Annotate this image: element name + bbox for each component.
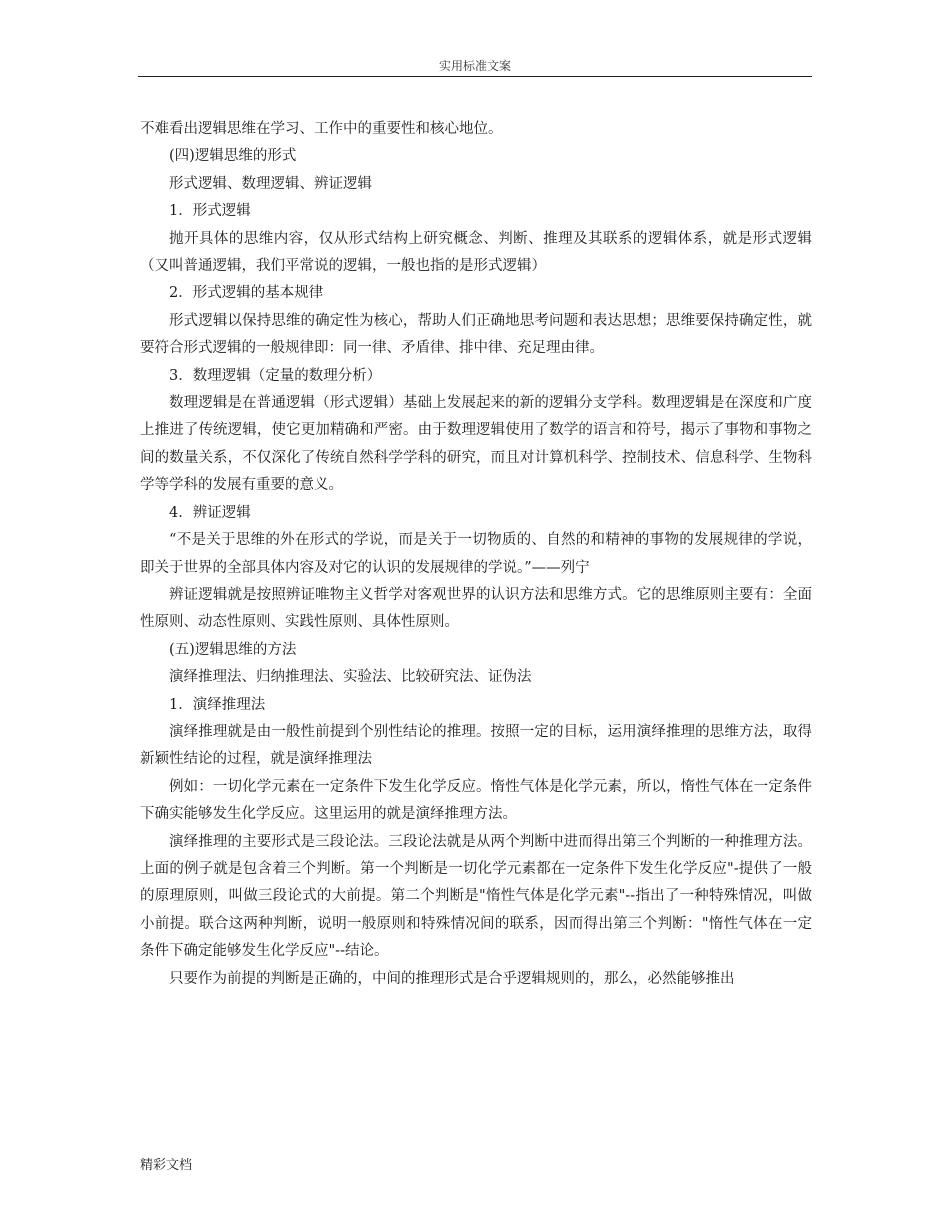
footer-label: 精彩文档 [140,1158,193,1173]
paragraph: 例如：一切化学元素在一定条件下发生化学反应。惰性气体是化学元素，所以，惰性气体在一定条件下确实能够发生化学反应。这里运用的就是演绎推理方法。 [140,778,812,823]
quote-paragraph: “不是关于思维的外在形式的学说，而是关于一切物质的、自然的和精神的事物的发展规律的学说，即关于世界的全部具体内容及对它的认识的发展规律的学说。”——列宁 [140,532,812,576]
paragraph: 演绎推理就是由一般性前提到个别性结论的推理。按照一定的目标，运用演绎推理的思维方法，取得新颖性结论的过程，就是演绎推理法 [140,723,812,768]
page-footer [140,1157,192,1175]
header-title: 实用标准文案 [438,59,511,73]
subsection-heading: 1．演绎推理法 [169,696,266,713]
paragraph: 形式逻辑、数理逻辑、辨证逻辑 [169,175,372,192]
subsection-heading: 2．形式逻辑的基本规律 [169,285,324,302]
paragraph: 不难看出逻辑思维在学习、工作中的重要性和核心地位。 [140,121,503,137]
subsection-heading: 3．数理逻辑（定量的数理分析） [169,367,382,384]
paragraph: 演绎推理法、归纳推理法、实验法、比较研究法、证伪法 [169,669,532,686]
paragraph: 数理逻辑是在普通逻辑（形式逻辑）基础上发展起来的新的逻辑分支学科。数理逻辑是在深度和广度上推进了传统逻辑，使它更加精确和严密。由于数理逻辑使用了数学的语言和符号，揭示了事物和事物之间的数量关系，不仅深化了传统自然科学学科的研究，而且对计算机科学、控制技术、信息科学、生物科学等学科的发展有重要的意义。 [140,395,812,494]
subsection-heading: 1．形式逻辑 [169,203,251,220]
section-heading: (四)逻辑思维的形式 [169,148,297,165]
section-heading: (五)逻辑思维的方法 [169,641,297,658]
page-header [138,56,812,77]
paragraph: 只要作为前提的判断是正确的，中间的推理形式是合乎逻辑规则的，那么，必然能够推出 [169,970,735,987]
paragraph: 形式逻辑以保持思维的确定性为核心，帮助人们正确地思考问题和表达思想；思维要保持确定性，就要符合形式逻辑的一般规律即：同一律、矛盾律、排中律、充足理由律。 [140,312,812,357]
document-body [140,116,812,993]
paragraph: 抛开具体的思维内容，仅从形式结构上研究概念、判断、推理及其联系的逻辑体系，就是形式逻辑（又叫普通逻辑，我们平常说的逻辑，一般也指的是形式逻辑） [140,230,812,275]
subsection-heading: 4．辨证逻辑 [169,504,251,521]
paragraph: 演绎推理的主要形式是三段论法。三段论法就是从两个判断中进而得出第三个判断的一种推理方法。上面的例子就是包含着三个判断。第一个判断是一切化学元素都在一定条件下发生化学反应"-提供了一般的原理原则，叫做三段论式的大前提。第二个判断是"惰性气体是化学元素"--指出了一种特殊情况，叫做小前提。联合这两种判断，说明一般原则和特殊情况间的联系，因而得出第三个判断："惰性气体在一定条件下确定能够发生化学反应"--结论。 [140,833,812,960]
paragraph: 辨证逻辑就是按照辨证唯物主义哲学对客观世界的认识方法和思维方式。它的思维原则主要有：全面性原则、动态性原则、实践性原则、具体性原则。 [140,586,812,631]
